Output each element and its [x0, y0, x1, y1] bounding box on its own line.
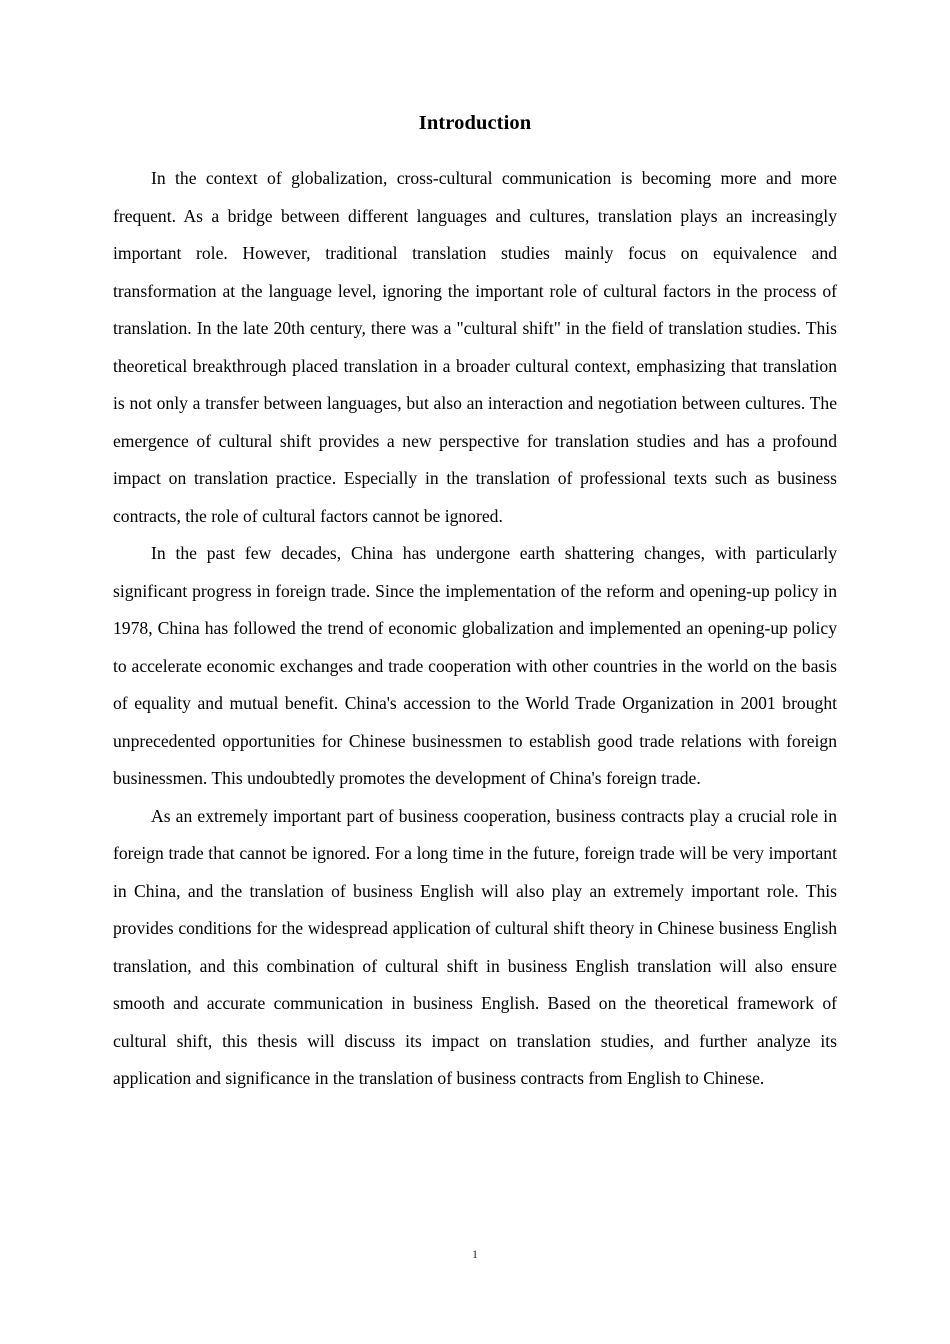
paragraph-3: As an extremely important part of business cooperation, business contracts play a crucial role in foreign trade that cannot be ignored. For a long time in the future, foreign trade will be very important in China, and the translation of business English will also play an extremely important role. This provides conditions for the widespread application of cultural shift theory in Chinese business English translation, and this combination of cultural shift in business English translation will also ensure smooth and accurate communication in business English. Based on the theoretical framework of cultural shift, this thesis will discuss its impact on translation studies, and further analyze its application and significance in the translation of business contracts from English to Chinese.: [113, 805, 837, 1088]
page-title: Introduction: [418, 112, 532, 134]
page-number-footer: 1: [472, 1247, 478, 1261]
paragraph-1: In the context of globalization, cross-cultural communication is becoming more and more frequent. As a bridge between different languages and cultures, translation plays an increasingly important role. However, traditional translation studies mainly focus on equivalence and transformation at the language level, ignoring the important role of cultural factors in the process of translation. In the late 20th century, there was a "cultural shift" in the field of translation studies. This theoretical breakthrough placed translation in a broader cultural context, emphasizing that translation is not only a transfer between languages, but also an interaction and negotiation between cultures. The emergence of cultural shift provides a new perspective for translation studies and has a profound impact on translation practice. Especially in the translation of professional texts such as business contracts, the role of cultural factors cannot be ignored.: [113, 168, 837, 526]
document-body: [113, 160, 837, 1098]
paragraph-2: In the past few decades, China has undergone earth shattering changes, with particularly significant progress in foreign trade. Since the implementation of the reform and opening-up policy in 1978, China has followed the trend of economic globalization and implemented an opening-up policy to accelerate economic exchanges and trade cooperation with other countries in the world on the basis of equality and mutual benefit. China's accession to the World Trade Organization in 2001 brought unprecedented opportunities for Chinese businessmen to establish good trade relations with foreign businessmen. This undoubtedly promotes the development of China's foreign trade.: [113, 543, 837, 788]
